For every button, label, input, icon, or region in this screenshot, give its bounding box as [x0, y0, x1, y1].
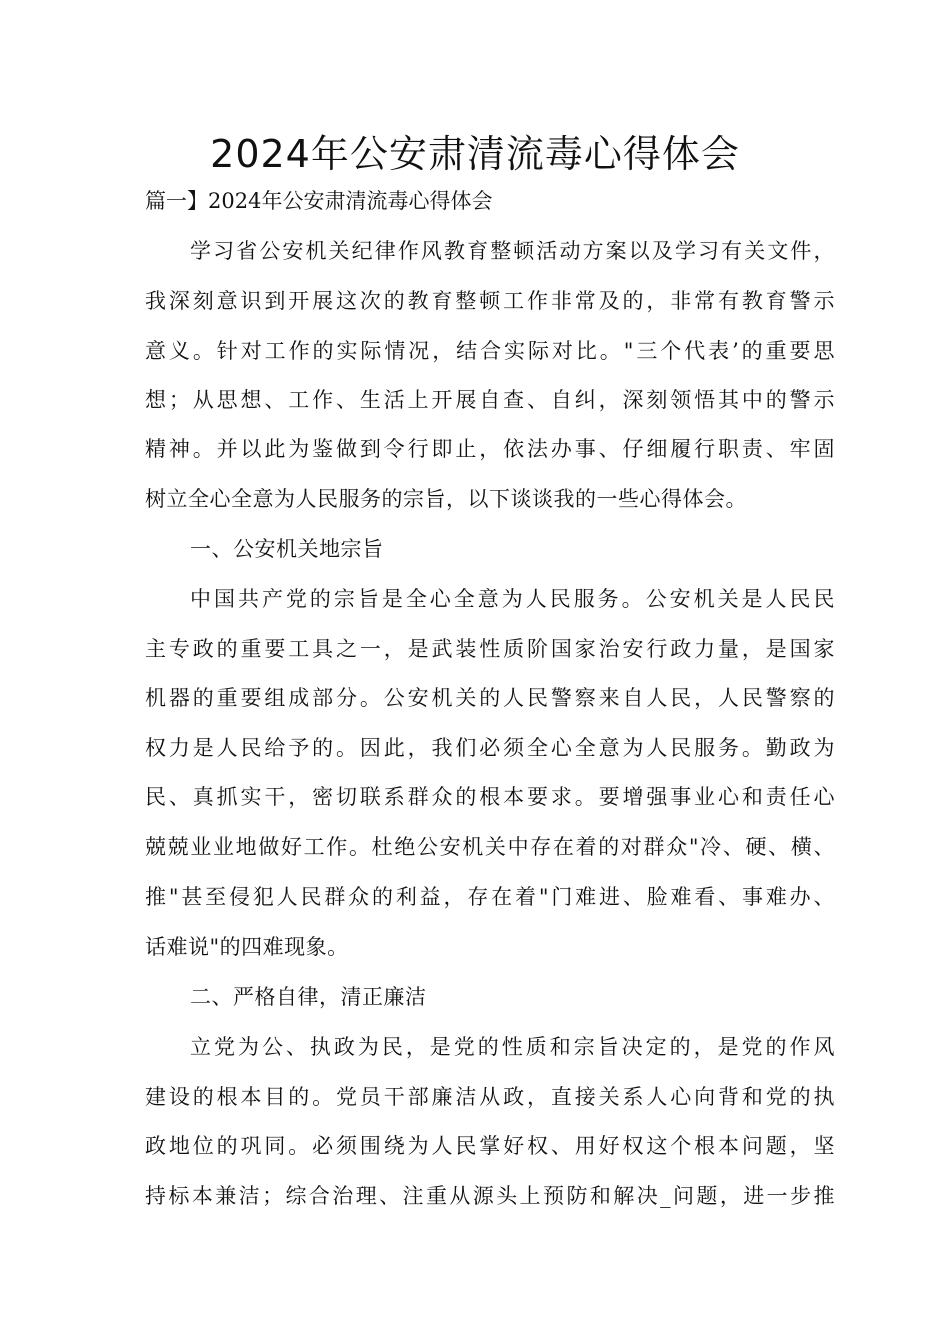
paragraph-line: 树立全心全意为人民服务的宗旨，以下谈谈我的一些心得体会。	[145, 487, 747, 511]
paragraph-line: 学习省公安机关纪律作风教育整顿活动方案以及学习有关文件，	[190, 239, 835, 263]
paragraph-line: 精神。并以此为鉴做到令行即止，依法办事、仔细履行职责、牢固	[145, 437, 835, 461]
paragraph-line: 持标本兼洁；综合治理、注重从源头上预防和解决_问题，进一步推	[145, 1184, 835, 1208]
paragraph-line: 推"甚至侵犯人民群众的利益，存在着"门难进、脸难看、事难办、	[145, 885, 835, 909]
paragraph-line: 中国共产党的宗旨是全心全意为人民服务。公安机关是人民民	[190, 587, 835, 611]
paragraph-line: 我深刻意识到开展这次的教育整顿工作非常及的，非常有教育警示	[145, 289, 835, 313]
section-heading: 一、公安机关地宗旨	[190, 537, 384, 561]
paragraph-line: 政地位的巩同。必须围绕为人民掌好权、用好权这个根本问题，坚	[145, 1134, 835, 1158]
paragraph-line: 兢兢业业地做好工作。杜绝公安机关中存在着的对群众"冷、硬、横、	[145, 835, 835, 859]
paragraph-line: 机器的重要组成部分。公安机关的人民警察来自人民，人民警察的	[145, 686, 835, 710]
paragraph-line: 民、真抓实干，密切联系群众的根本要求。要增强事业心和责任心	[145, 785, 835, 809]
paragraph-line: 想；从思想、工作、生活上开展自查、自纠，深刻领悟其中的警示	[145, 388, 835, 412]
document-subtitle: 篇一】2024年公安肃清流毒心得体会	[145, 189, 493, 213]
document-title: 2024年公安肃清流毒心得体会	[210, 132, 740, 176]
paragraph-line: 建设的根本目的。党员干部廉洁从政，直接关系人心向背和党的执	[145, 1085, 835, 1109]
paragraph-line: 权力是人民给予的。因此，我们必须全心全意为人民服务。勤政为	[145, 736, 835, 760]
section-heading: 二、严格自律，清正廉洁	[190, 985, 427, 1009]
paragraph-line: 话难说"的四难现象。	[145, 935, 349, 959]
paragraph-line: 立党为公、执政为民，是党的性质和宗旨决定的，是党的作风	[190, 1035, 835, 1059]
paragraph-line: 意义。针对工作的实际情况，结合实际对比。"三个代表’的重要思	[145, 339, 835, 363]
paragraph-line: 主专政的重要工具之一，是武装性质阶国家治安行政力量，是国家	[145, 637, 835, 661]
